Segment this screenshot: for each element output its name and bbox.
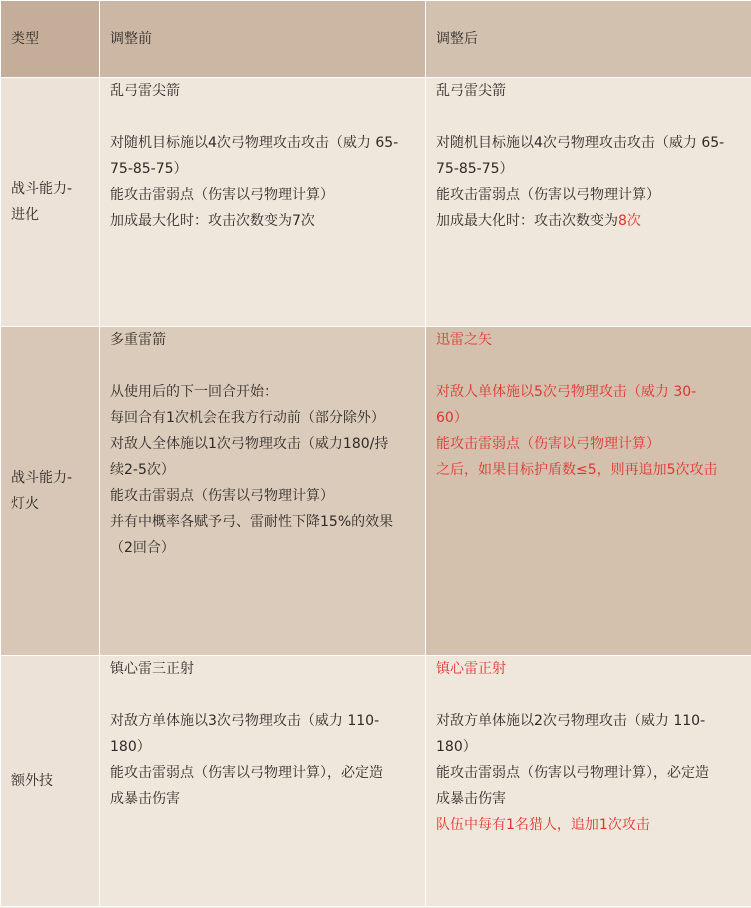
skill-name: 多重雷箭 bbox=[110, 332, 166, 348]
skill-desc-line: 成暴击伤害 bbox=[110, 791, 180, 807]
before-cell bbox=[100, 656, 426, 907]
row-type-cell bbox=[1, 78, 100, 327]
header-before: 调整前 bbox=[100, 1, 426, 78]
row-type-line: 灯火 bbox=[11, 496, 39, 512]
skill-desc-line: 60） bbox=[436, 410, 468, 426]
changed-value: 8次 bbox=[618, 213, 641, 229]
skill-desc-line: 对随机目标施以4次弓物理攻击攻击（威力 65- bbox=[110, 135, 399, 151]
row-type-line: 额外技 bbox=[11, 773, 53, 789]
skill-name: 镇心雷正射 bbox=[436, 661, 506, 677]
header-after: 调整后 bbox=[426, 1, 751, 78]
skill-desc-line: 从使用后的下一回合开始： bbox=[110, 384, 278, 400]
skill-desc-line: 能攻击雷弱点（伤害以弓物理计算） bbox=[436, 436, 660, 452]
skill-desc-line: 能攻击雷弱点（伤害以弓物理计算） bbox=[110, 187, 334, 203]
skill-name: 镇心雷三正射 bbox=[110, 661, 194, 677]
skill-name: 乱弓雷尖箭 bbox=[436, 83, 506, 99]
skill-desc-line: 能攻击雷弱点（伤害以弓物理计算） bbox=[436, 187, 660, 203]
skill-desc-line: 对敌人全体施以1次弓物理攻击（威力180/持 bbox=[110, 436, 389, 452]
skill-desc-line: 180） bbox=[110, 739, 151, 755]
skill-name: 乱弓雷尖箭 bbox=[110, 83, 180, 99]
skill-desc-line: 对敌方单体施以2次弓物理攻击（威力 110- bbox=[436, 713, 706, 729]
skill-desc-line: 75-85-75） bbox=[436, 161, 514, 177]
skill-desc-line: 并有中概率各赋予弓、雷耐性下降15%的效果 bbox=[110, 514, 394, 530]
before-cell bbox=[100, 78, 426, 327]
skill-desc-line: 能攻击雷弱点（伤害以弓物理计算），必定造 bbox=[110, 765, 383, 781]
table-header-row bbox=[1, 1, 751, 78]
row-type-line: 战斗能力- bbox=[11, 470, 73, 486]
skill-desc-line: 续2-5次） bbox=[110, 462, 175, 478]
skill-desc-line: 能攻击雷弱点（伤害以弓物理计算） bbox=[110, 488, 334, 504]
skill-name: 迅雷之矢 bbox=[436, 332, 492, 348]
row-type-line: 战斗能力- bbox=[11, 181, 73, 197]
skill-desc-line: 成暴击伤害 bbox=[436, 791, 506, 807]
skill-desc-line: 对敌方单体施以3次弓物理攻击（威力 110- bbox=[110, 713, 380, 729]
skill-desc-line: 之后，如果目标护盾数≤5，则再追加5次攻击 bbox=[436, 462, 718, 478]
skill-desc-line: 加成最大化时：攻击次数变为7次 bbox=[110, 213, 315, 229]
after-cell bbox=[426, 327, 751, 656]
skill-desc-line: 加成最大化时：攻击次数变为8次 bbox=[436, 213, 641, 229]
header-type: 类型 bbox=[1, 1, 100, 78]
skill-desc-line: 对随机目标施以4次弓物理攻击攻击（威力 65- bbox=[436, 135, 725, 151]
row-type-line: 进化 bbox=[11, 207, 39, 223]
skill-desc-line: （2回合） bbox=[110, 540, 175, 556]
row-type-cell bbox=[1, 656, 100, 907]
after-cell bbox=[426, 78, 751, 327]
skill-desc-line: 75-85-75） bbox=[110, 161, 188, 177]
after-cell bbox=[426, 656, 751, 907]
skill-desc-line: 队伍中每有1名猎人，追加1次攻击 bbox=[436, 817, 650, 833]
skill-desc-line: 每回合有1次机会在我方行动前（部分除外） bbox=[110, 410, 385, 426]
table-row bbox=[1, 327, 751, 656]
table-row bbox=[1, 78, 751, 327]
table-row bbox=[1, 656, 751, 907]
before-cell bbox=[100, 327, 426, 656]
skill-desc-line: 180） bbox=[436, 739, 477, 755]
row-type-cell bbox=[1, 327, 100, 656]
skill-desc-line: 能攻击雷弱点（伤害以弓物理计算），必定造 bbox=[436, 765, 709, 781]
skill-desc-line: 对敌人单体施以5次弓物理攻击（威力 30- bbox=[436, 384, 697, 400]
